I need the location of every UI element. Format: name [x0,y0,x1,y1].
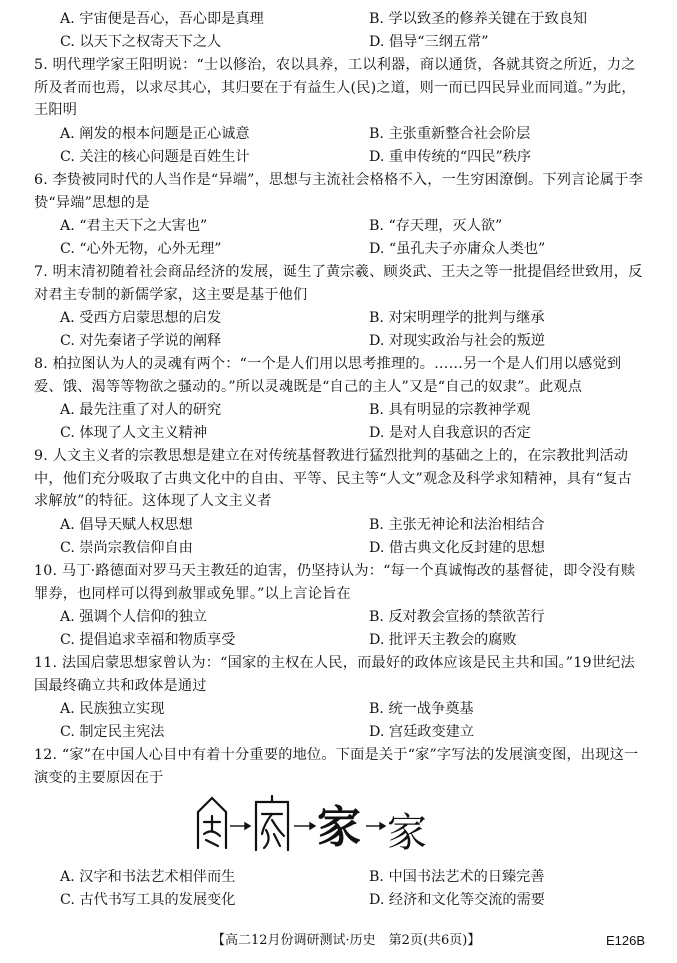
q12-option-d: D. 经济和文化等交流的需要 [369,892,545,908]
arrow-icon [294,823,315,829]
q11-option-b: B. 统一战争奠基 [369,701,474,717]
q9-option-c: C. 崇尚宗教信仰自由 [60,540,193,556]
q10-option-b: B. 反对教会宣扬的禁欲苦行 [369,609,545,625]
q4-option-a: A. 宇宙便是吾心，吾心即是真理 [60,11,264,27]
q9-option-a: A. 倡导天赋人权思想 [60,517,193,533]
footer-page-info: 【高二12月份调研测试·历史 第2页(共6页)】 [212,933,481,948]
modern-glyph: 家 [317,802,361,853]
q12-option-b: B. 中国书法艺术的日臻完善 [369,869,545,885]
q11-stem: 11. 法国启蒙思想家曾认为：“国家的主权在人民，而最好的政体应该是民主共和国。”19世纪法国最终确立共和政体是通过 [34,655,635,694]
q6-option-a: A. “君主天下之大害也” [60,218,208,234]
q8-option-d: D. 是对人自我意识的否定 [369,425,531,441]
arrow-icon [230,823,250,829]
arrow-icon [366,823,385,829]
q8-stem: 8. 柏拉图认为人的灵魂有两个：“一个是人们用以思考推理的。……另一个是人们用以感觉到爱、饿、渴等等物欲之骚动的。”所以灵魂既是“自己的主人”又是“自己的奴隶”。此观点 [34,356,622,395]
q7-option-c: C. 对先秦诸子学说的阐释 [60,333,222,349]
q10-option-d: D. 批评天主教会的腐败 [369,632,517,648]
regular-glyph: 家 [387,810,427,856]
q10-stem: 10. 马丁·路德面对罗马天主教廷的迫害，仍坚持认为：“每一个真诚悔改的基督徒，即令没有赎罪券，也同样可以得到赦罪或免罪。”以上言论旨在 [34,563,636,602]
page-footer [0,930,677,952]
q11-option-d: D. 宫廷政变建立 [369,724,475,740]
q6-option-d: D. “虽孔夫子亦庸众人类也” [369,241,546,257]
q9-option-b: B. 主张无神论和法治相结合 [369,517,545,533]
q7-option-a: A. 受西方启蒙思想的启发 [60,310,222,326]
q9-option-d: D. 借古典文化反封建的思想 [369,540,545,556]
q7-option-b: B. 对宋明理学的批判与继承 [369,310,545,326]
oracle-bone-glyph [198,798,226,848]
q11-option-a: A. 民族独立实现 [60,701,165,717]
q5-option-b: B. 主张重新整合社会阶层 [369,126,531,142]
q7-option-d: D. 对现实政治与社会的叛逆 [369,333,545,349]
seal-script-glyph [256,796,288,850]
q6-option-c: C. “心外无物，心外无理” [60,241,222,257]
q10-option-c: C. 提倡追求幸福和物质享受 [60,632,236,648]
q12-option-c: C. 古代书写工具的发展变化 [60,892,236,908]
q8-option-b: B. 具有明显的宗教神学观 [369,402,531,418]
q5-option-d: D. 重申传统的“四民”秩序 [369,149,532,165]
q7-stem: 7. 明末清初随着社会商品经济的发展，诞生了黄宗羲、顾炎武、王夫之等一批提倡经世致用，反对君主专制的新儒学家，这主要是基于他们 [34,264,643,303]
q12-option-a: A. 汉字和书法艺术相伴而生 [60,869,236,885]
q11-option-c: C. 制定民主宪法 [60,724,165,740]
q8-option-a: A. 最先注重了对人的研究 [60,402,222,418]
q5-option-c: C. 关注的核心问题是百姓生计 [60,149,250,165]
q4-option-c: C. 以天下之权寄天下之人 [60,34,222,50]
q4-option-d: D. 倡导“三纲五常” [369,34,489,50]
q6-stem: 6. 李贽被同时代的人当作是“异端”，思想与主流社会格格不入，一生穷困潦倒。下列言论属于李贽“异端”思想的是 [34,172,644,211]
character-evolution-figure [190,790,480,858]
q6-option-b: B. “存天理，灭人欲” [369,218,503,234]
footer-paper-code: E126B [606,933,646,948]
q8-option-c: C. 体现了人文主义精神 [60,425,208,441]
q12-stem: 12. “家”在中国人心目中有着十分重要的地位。下面是关于“家”字写法的发展演变图，出现这一演变的主要原因在于 [34,747,639,786]
q5-stem: 5. 明代理学家王阳明说：“士以修治，农以具养，工以利器，商以通货，各就其资之所近，力之所及者而也焉，以求尽其心，其归要在于有益生人(民)之道，则一而已四民异业而同道。”为此，王阳明 [34,57,636,118]
q5-option-a: A. 阐发的根本问题是正心诚意 [60,126,250,142]
q9-stem: 9. 人文主义者的宗教思想是建立在对传统基督教进行猛烈批判的基础之上的，在宗教批判活动中，他们充分吸取了古典文化中的自由、平等、民主等“人文”观念及科学求知精神，具有“复古求解放”的特征。这体现了人文主义者 [34,448,632,509]
q4-option-b: B. 学以致圣的修养关键在于致良知 [369,11,588,27]
q10-option-a: A. 强调个人信仰的独立 [60,609,207,625]
